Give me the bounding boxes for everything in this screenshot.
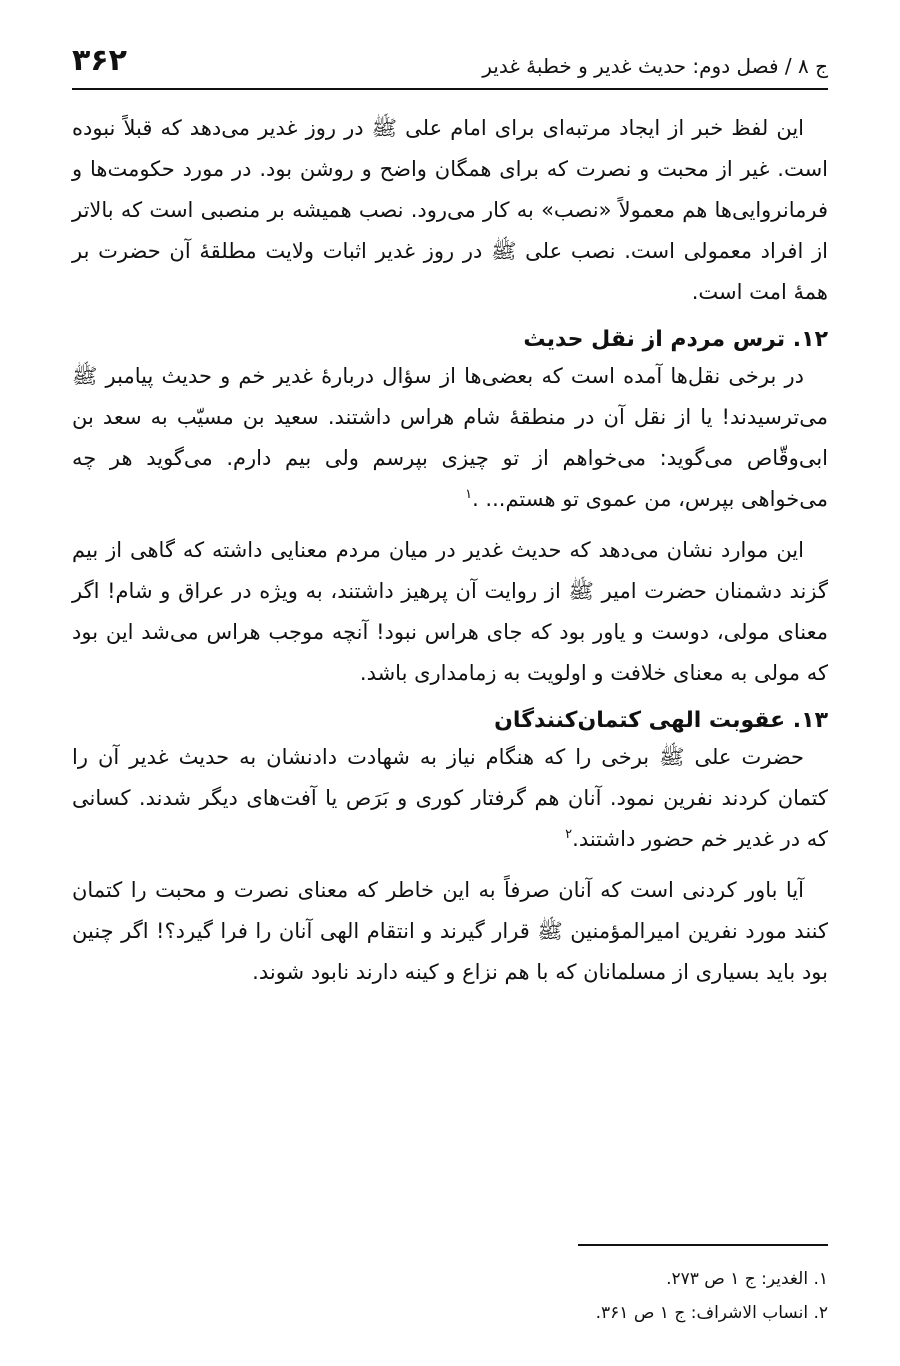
paragraph-3-text: این موارد نشان می‌دهد که حدیث غدیر در میان مردم معنایی داشته که گاهی از بیم گزند دشمنان حضرت امیر ﷺ از روایت آن پرهیز داشتند، به ویژه در عراق و شام! اگر معنای مولی، دوست و یاور بود که جای هراس نبود! آنچه موجب هراس می‌شد این بود که مولی به معنای خلافت و اولویت به زمامداری باشد.	[72, 538, 828, 685]
running-title: ج ۸ / فصل دوم: حدیث غدیر و خطبهٔ غدیر	[482, 54, 828, 78]
footnote-marker-1[interactable]: ۱	[465, 487, 473, 502]
page-number: ۳۶۲	[72, 43, 127, 78]
paragraph-1	[72, 108, 828, 313]
paragraph-4-text: حضرت علی ﷺ برخی را که هنگام نیاز به شهادت دادنشان به حدیث غدیر آن را کتمان کردند نفرین نمود. آنان هم گرفتار کوری و بَرَص یا آفت‌های دیگر شدند. کسانی که در غدیر خم حضور داشتند.	[72, 745, 828, 851]
footnote-1: ۱. الغدیر: ج ۱ ص ۲۷۳.	[666, 1269, 828, 1289]
footnote-divider	[578, 1244, 828, 1246]
section-heading-12: ۱۲. ترس مردم از نقل حدیث	[523, 327, 828, 352]
paragraph-5-text: آیا باور کردنی است که آنان صرفاً به این خاطر که معنای نصرت و محبت را کتمان کنند مورد نفرین امیرالمؤمنین ﷺ قرار گیرند و انتقام الهی آنان را فرا گیرد؟! اگر چنین بود باید بسیاری از مسلمانان که با هم نزاع و کینه دارند نابود شوند.	[72, 878, 828, 984]
paragraph-2-text: در برخی نقل‌ها آمده است که بعضی‌ها از سؤال دربارهٔ غدیر خم و حدیث پیامبر ﷺ می‌ترسیدند! یا از نقل آن در منطقهٔ شام هراس داشتند. سعید بن مسیّب به سعد بن ابی‌وقّاص می‌گوید: می‌خواهم از تو چیزی بپرسم ولی بیم دارم. می‌گوید هر چه می‌خواهی بپرس، من عموی تو هستم... .	[72, 364, 828, 511]
paragraph-2	[72, 356, 828, 520]
footnotes	[72, 1262, 828, 1330]
paragraph-5	[72, 870, 828, 993]
body-text	[72, 108, 828, 1003]
paragraph-1-text: این لفظ خبر از ایجاد مرتبه‌ای برای امام علی ﷺ در روز غدیر می‌دهد که قبلاً نبوده است. غیر از محبت و نصرت که برای همگان واضح و روشن بود. در مورد حکومت‌ها و فرمانروایی‌ها هم معمولاً «نصب» به کار می‌رود. نصب همیشه بر منصبی است که بالاتر از افراد معمولی است. نصب علی ﷺ در روز غدیر اثبات ولایت مطلقهٔ آن حضرت بر همهٔ امت است.	[72, 116, 828, 304]
footnote-marker-2[interactable]: ۲	[565, 827, 573, 842]
section-heading-13: ۱۳. عقوبت الهی کتمان‌کنندگان	[494, 708, 828, 733]
paragraph-3	[72, 530, 828, 694]
page-header	[72, 30, 828, 90]
paragraph-4	[72, 737, 828, 860]
footnote-2: ۲. انساب الاشراف: ج ۱ ص ۳۶۱.	[595, 1303, 828, 1323]
